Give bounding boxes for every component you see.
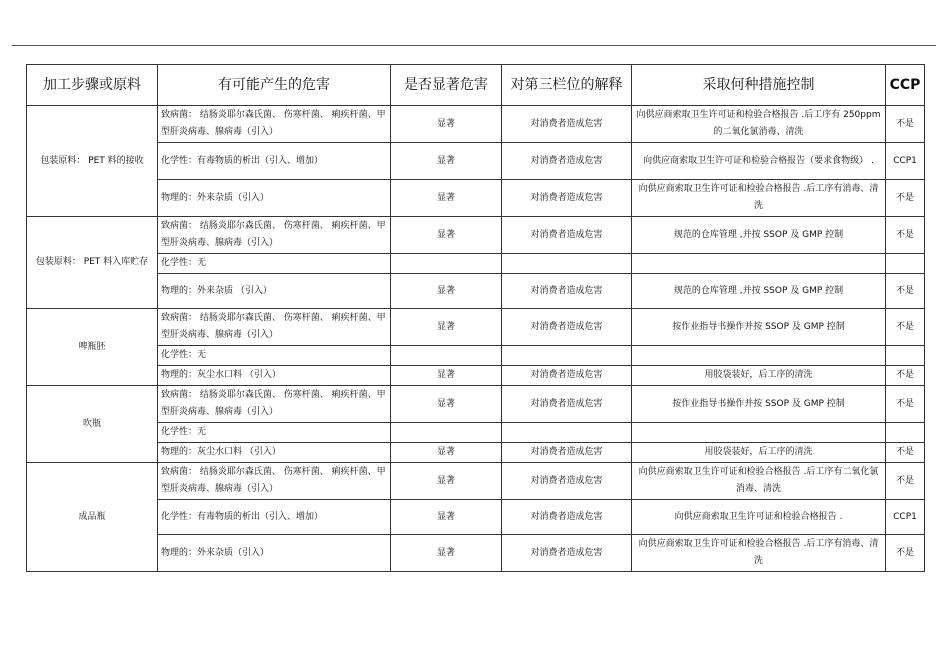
ccp-cell: CCP1 (886, 500, 925, 535)
hazard-cell: 物理的：外来杂质（引入） (158, 535, 391, 572)
significant-cell: 显著 (391, 443, 502, 463)
reason-cell: 对消费者造成危害 (502, 500, 632, 535)
measure-cell: 按作业指导书操作并按 SSOP 及 GMP 控制 (632, 309, 886, 346)
top-divider (12, 45, 936, 46)
hazard-cell: 物理的：灰尘水口料 （引入） (158, 443, 391, 463)
table-row (27, 143, 925, 180)
table-row (27, 217, 925, 254)
table-row (27, 366, 925, 386)
ccp-cell (886, 254, 925, 274)
significant-cell: 显著 (391, 143, 502, 180)
hazard-cell: 物理的：外来杂质 （引入） (158, 274, 391, 309)
hazard-cell: 化学性：有毒物质的析出（引入、增加） (158, 143, 391, 180)
significant-cell: 显著 (391, 366, 502, 386)
significant-cell: 显著 (391, 274, 502, 309)
hazard-cell: 致病菌： 结肠炎耶尔森氏菌、 伤寒杆菌、 痢疾杆菌、甲型肝炎病毒、腺病毒（引入） (158, 386, 391, 423)
table-row (27, 254, 925, 274)
reason-cell: 对消费者造成危害 (502, 463, 632, 500)
ccp-cell: 不是 (886, 386, 925, 423)
reason-cell: 对消费者造成危害 (502, 386, 632, 423)
ccp-cell: 不是 (886, 443, 925, 463)
hazard-cell: 化学性：无 (158, 346, 391, 366)
table-row (27, 346, 925, 366)
measure-cell: 向供应商索取卫生许可证和检验合格报告 .后工序有二氧化氯消毒、清洗 (632, 463, 886, 500)
reason-cell (502, 346, 632, 366)
reason-cell: 对消费者造成危害 (502, 106, 632, 143)
measure-cell (632, 423, 886, 443)
significant-cell: 显著 (391, 309, 502, 346)
ccp-cell: 不是 (886, 217, 925, 254)
hazard-cell: 致病菌： 结肠炎耶尔森氏菌、 伤寒杆菌、 痢疾杆菌、甲型肝炎病毒、腺病毒（引入） (158, 106, 391, 143)
significant-cell: 显著 (391, 386, 502, 423)
hazard-cell: 化学性：无 (158, 254, 391, 274)
ccp-cell: CCP1 (886, 143, 925, 180)
col-header-step: 加工步骤或原料 (27, 65, 158, 106)
measure-cell: 向供应商索取卫生许可证和检验合格报告（要求食物级） . (632, 143, 886, 180)
significant-cell: 显著 (391, 180, 502, 217)
reason-cell: 对消费者造成危害 (502, 217, 632, 254)
reason-cell (502, 423, 632, 443)
reason-cell: 对消费者造成危害 (502, 535, 632, 572)
significant-cell: 显著 (391, 217, 502, 254)
hazard-cell: 化学性：有毒物质的析出（引入、增加） (158, 500, 391, 535)
hazard-cell: 化学性：无 (158, 423, 391, 443)
step-cell: 包装原料： PET 料的接收 (27, 106, 158, 217)
table-row (27, 535, 925, 572)
hazard-cell: 致病菌： 结肠炎耶尔森氏菌、 伤寒杆菌、 痢疾杆菌、甲型肝炎病毒、腺病毒（引入） (158, 463, 391, 500)
ccp-cell: 不是 (886, 463, 925, 500)
significant-cell (391, 254, 502, 274)
table-row (27, 274, 925, 309)
measure-cell: 向供应商索取卫生许可证和检验合格报告 .后工序有 250ppm 的二氧化氯消毒、清洗 (632, 106, 886, 143)
hazard-cell: 致病菌： 结肠炎耶尔森氏菌、 伤寒杆菌、 痢疾杆菌、甲型肝炎病毒、腺病毒（引入） (158, 217, 391, 254)
measure-cell: 向供应商索取卫生许可证和检验合格报告 .后工序有消毒、清洗 (632, 180, 886, 217)
table-row (27, 443, 925, 463)
ccp-cell (886, 346, 925, 366)
table-row (27, 423, 925, 443)
measure-cell: 向供应商索取卫生许可证和检验合格报告 .后工序有消毒、清洗 (632, 535, 886, 572)
reason-cell: 对消费者造成危害 (502, 180, 632, 217)
table-row (27, 309, 925, 346)
reason-cell (502, 254, 632, 274)
measure-cell: 按作业指导书操作并按 SSOP 及 GMP 控制 (632, 386, 886, 423)
ccp-cell: 不是 (886, 106, 925, 143)
reason-cell: 对消费者造成危害 (502, 309, 632, 346)
table-row (27, 463, 925, 500)
table-row (27, 500, 925, 535)
table-row (27, 386, 925, 423)
measure-cell: 用胶袋装好，后工序的清洗 (632, 443, 886, 463)
measure-cell: 用胶袋装好，后工序的清洗 (632, 366, 886, 386)
step-cell: 包装原料： PET 料入库贮存 (27, 217, 158, 309)
hazard-analysis-table (26, 64, 925, 572)
measure-cell (632, 254, 886, 274)
significant-cell: 显著 (391, 463, 502, 500)
ccp-cell: 不是 (886, 180, 925, 217)
hazard-cell: 物理的：外来杂质（引入） (158, 180, 391, 217)
significant-cell: 显著 (391, 106, 502, 143)
table-row (27, 106, 925, 143)
col-header-ccp: CCP (886, 65, 925, 106)
col-header-reason: 对第三栏位的解释 (502, 65, 632, 106)
header-row (27, 65, 925, 106)
significant-cell: 显著 (391, 535, 502, 572)
measure-cell: 规范的仓库管理 ,并按 SSOP 及 GMP 控制 (632, 274, 886, 309)
significant-cell (391, 423, 502, 443)
col-header-measure: 采取何种措施控制 (632, 65, 886, 106)
significant-cell: 显著 (391, 500, 502, 535)
hazard-cell: 致病菌： 结肠炎耶尔森氏菌、 伤寒杆菌、 痢疾杆菌、甲型肝炎病毒、腺病毒（引入） (158, 309, 391, 346)
measure-cell (632, 346, 886, 366)
measure-cell: 向供应商索取卫生许可证和检验合格报告 . (632, 500, 886, 535)
ccp-cell: 不是 (886, 274, 925, 309)
table-row (27, 180, 925, 217)
col-header-hazard: 有可能产生的危害 (158, 65, 391, 106)
ccp-cell (886, 423, 925, 443)
hazard-cell: 物理的：灰尘水口料 （引入） (158, 366, 391, 386)
reason-cell: 对消费者造成危害 (502, 143, 632, 180)
significant-cell (391, 346, 502, 366)
step-cell: 啤瓶胚 (27, 309, 158, 386)
col-header-significant: 是否显著危害 (391, 65, 502, 106)
measure-cell: 规范的仓库管理 ,并按 SSOP 及 GMP 控制 (632, 217, 886, 254)
step-cell: 成品瓶 (27, 463, 158, 572)
ccp-cell: 不是 (886, 309, 925, 346)
ccp-cell: 不是 (886, 366, 925, 386)
reason-cell: 对消费者造成危害 (502, 274, 632, 309)
reason-cell: 对消费者造成危害 (502, 366, 632, 386)
ccp-cell: 不是 (886, 535, 925, 572)
step-cell: 吹瓶 (27, 386, 158, 463)
reason-cell: 对消费者造成危害 (502, 443, 632, 463)
